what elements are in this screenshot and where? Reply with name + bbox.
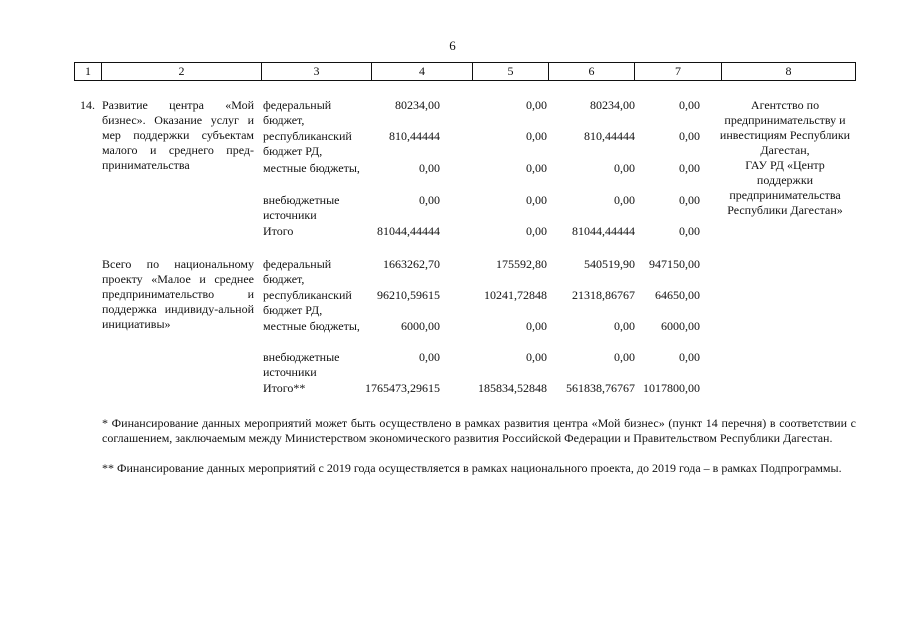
value-col6: 810,44444 (584, 129, 635, 143)
value-col4: 96210,59615 (377, 288, 440, 302)
footnote-1: * Финансирование данных мероприятий может быть осуществлено в рамках развития центра «Мой бизнес» (пункт 14 перечня) в соответствии с соглашением, заключаемым между Министерством экономического развития Российской Федерации и Правительством Республики Дагестан. (102, 416, 856, 445)
value-col5: 0,00 (526, 350, 547, 364)
header-cell-6: 6 (549, 63, 635, 80)
responsible-line: предпринимательства (729, 188, 841, 202)
source-label: федеральный бюджет, (263, 257, 332, 286)
source-label: Итого (263, 224, 294, 238)
value-col4: 0,00 (419, 350, 440, 364)
responsible-line: Республики Дагестан» (727, 203, 843, 217)
value-col4: 80234,00 (395, 98, 440, 112)
value-col7: 0,00 (679, 161, 700, 175)
value-col6: 0,00 (614, 161, 635, 175)
source-label: местные бюджеты, (263, 161, 360, 175)
header-cell-7: 7 (635, 63, 722, 80)
responsible-line: Дагестан, (760, 143, 810, 157)
value-col4: 1663262,70 (383, 257, 440, 271)
value-col5: 0,00 (526, 319, 547, 333)
footnote-2: ** Финансирование данных мероприятий с 2019 года осуществляется в рамках национального проекта, до 2019 года – в рамках Подпрограммы. (102, 461, 842, 475)
value-col6: 80234,00 (590, 98, 635, 112)
header-cell-3: 3 (262, 63, 372, 80)
measure-name: Развитие центра «Мой бизнес». Оказание услуг и мер поддержки субъектам малого и среднего пред-принимательства (102, 98, 254, 172)
responsible-line: инвестициям Республики (719, 128, 851, 142)
responsible-line: Агентство по (750, 98, 820, 112)
value-col4: 6000,00 (401, 319, 440, 333)
page-number: 6 (449, 38, 456, 53)
source-label: республиканский бюджет РД, (263, 288, 352, 317)
value-col4: 0,00 (419, 161, 440, 175)
source-label: внебюджетные источники (263, 193, 340, 222)
value-col4: 1765473,29615 (365, 381, 440, 395)
value-col7: 0,00 (679, 193, 700, 207)
header-cell-8: 8 (785, 64, 792, 78)
source-label: Итого** (263, 381, 306, 395)
header-cell-1: 1 (75, 63, 102, 80)
value-col5: 0,00 (526, 193, 547, 207)
value-col5: 175592,80 (496, 257, 547, 271)
value-col5: 0,00 (526, 224, 547, 238)
value-col7: 0,00 (679, 350, 700, 364)
value-col6: 0,00 (614, 350, 635, 364)
responsible-line: поддержки (756, 173, 814, 187)
row-number: 14. (80, 98, 95, 112)
responsible-executor (700, 98, 870, 218)
value-col6: 561838,76767 (566, 381, 635, 395)
value-col6: 0,00 (614, 193, 635, 207)
value-col7: 0,00 (679, 224, 700, 238)
value-col5: 0,00 (526, 129, 547, 143)
source-label: местные бюджеты, (263, 319, 360, 333)
responsible-line: предпринимательству и (724, 113, 846, 127)
header-cell-5: 5 (473, 63, 549, 80)
value-col5: 0,00 (526, 161, 547, 175)
header-cell-4: 4 (372, 63, 473, 80)
value-col7: 947150,00 (649, 257, 700, 271)
value-col6: 540519,90 (584, 257, 635, 271)
table-header-row (74, 62, 856, 81)
value-col7: 0,00 (679, 129, 700, 143)
source-label: внебюджетные источники (263, 350, 340, 379)
source-label: республиканский бюджет РД, (263, 129, 352, 158)
value-col5: 185834,52848 (478, 381, 547, 395)
value-col4: 810,44444 (389, 129, 440, 143)
source-label: федеральный бюджет, (263, 98, 332, 127)
value-col7: 64650,00 (655, 288, 700, 302)
value-col5: 0,00 (526, 98, 547, 112)
value-col6: 0,00 (614, 319, 635, 333)
value-col4: 81044,44444 (377, 224, 440, 238)
responsible-line: ГАУ РД «Центр (745, 158, 825, 172)
header-cell-2: 2 (102, 63, 262, 80)
total-name: Всего по национальному проекту «Малое и среднее предпринимательство и поддержка индивиду-альной инициативы» (102, 257, 254, 331)
value-col5: 10241,72848 (484, 288, 547, 302)
value-col7: 0,00 (679, 98, 700, 112)
value-col6: 81044,44444 (572, 224, 635, 238)
value-col7: 6000,00 (661, 319, 700, 333)
value-col6: 21318,86767 (572, 288, 635, 302)
value-col4: 0,00 (419, 193, 440, 207)
value-col7: 1017800,00 (643, 381, 700, 395)
